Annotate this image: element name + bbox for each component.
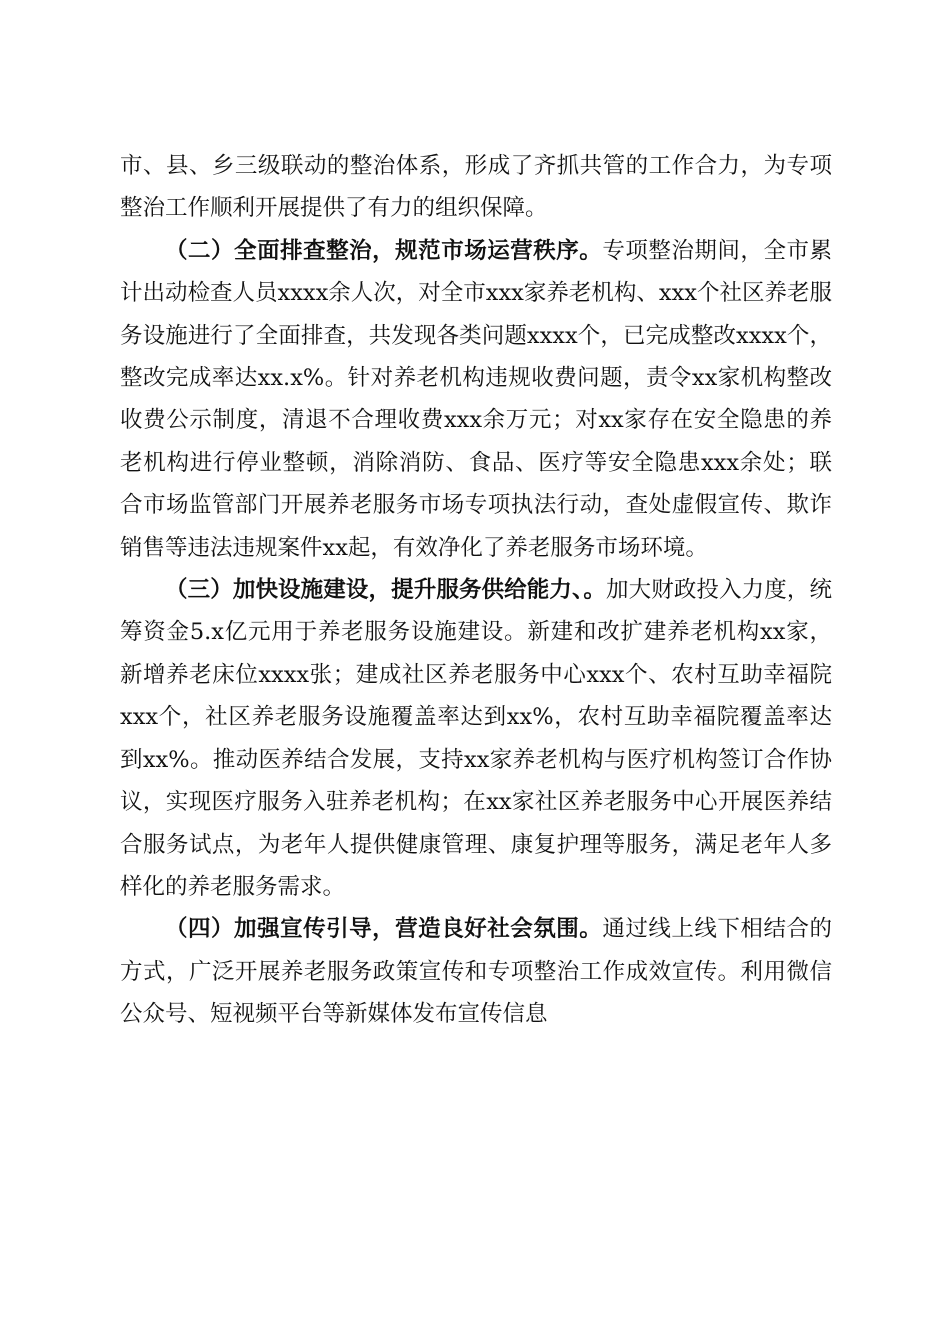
section-3-heading: （三）加快设施建设，提升服务供给能力、。 — [165, 577, 606, 604]
paragraph-section-4 — [120, 908, 832, 1035]
paragraph-section-3 — [120, 569, 832, 908]
section-4-heading: （四）加强宣传引导，营造良好社会氛围。 — [165, 916, 603, 943]
paragraph-1-text: 市、县、乡三级联动的整治体系，形成了齐抓共管的工作合力，为专项整治工作顺利开展提供了有力的组织保障。 — [120, 153, 832, 222]
section-2-text: 专项整治期间，全市累计出动检查人员xxxx余人次，对全市xxx家养老机构、xxx个社区养老服务设施进行了全面排查，共发现各类问题xxxx个，已完成整改xxxx个，整改完成率达xx.x%。针对养老机构违规收费问题，责令xx家机构整改收费公示制度，清退不合理收费xxx余万元；对xx家存在安全隐患的养老机构进行停业整顿，消除消防、食品、医疗等安全隐患xxx余处；联合市场监管部门开展养老服务市场专项执法行动，查处虚假宣传、欺诈销售等违法违规案件xx起，有效净化了养老服务市场环境。 — [120, 237, 832, 561]
section-3-text: 加大财政投入力度，统筹资金5.x亿元用于养老服务设施建设。新建和改扩建养老机构xx家，新增养老床位xxxx张；建成社区养老服务中心xxx个、农村互助幸福院xxx个，社区养老服务设施覆盖率达到xx%，农村互助幸福院覆盖率达到xx%。推动医养结合发展，支持xx家养老机构与医疗机构签订合作协议，实现医疗服务入驻养老机构；在xx家社区养老服务中心开展医养结合服务试点，为老年人提供健康管理、康复护理等服务，满足老年人多样化的养老服务需求。 — [120, 577, 832, 900]
paragraph-continuation — [120, 145, 832, 230]
section-4-text: 通过线上线下相结合的方式，广泛开展养老服务政策宣传和专项整治工作成效宣传。利用微信公众号、短视频平台等新媒体发布宣传信息 — [120, 916, 832, 1028]
paragraph-section-2 — [120, 230, 832, 569]
section-2-heading: （二）全面排查整治，规范市场运营秩序。 — [165, 237, 603, 264]
document-body — [120, 145, 832, 1036]
